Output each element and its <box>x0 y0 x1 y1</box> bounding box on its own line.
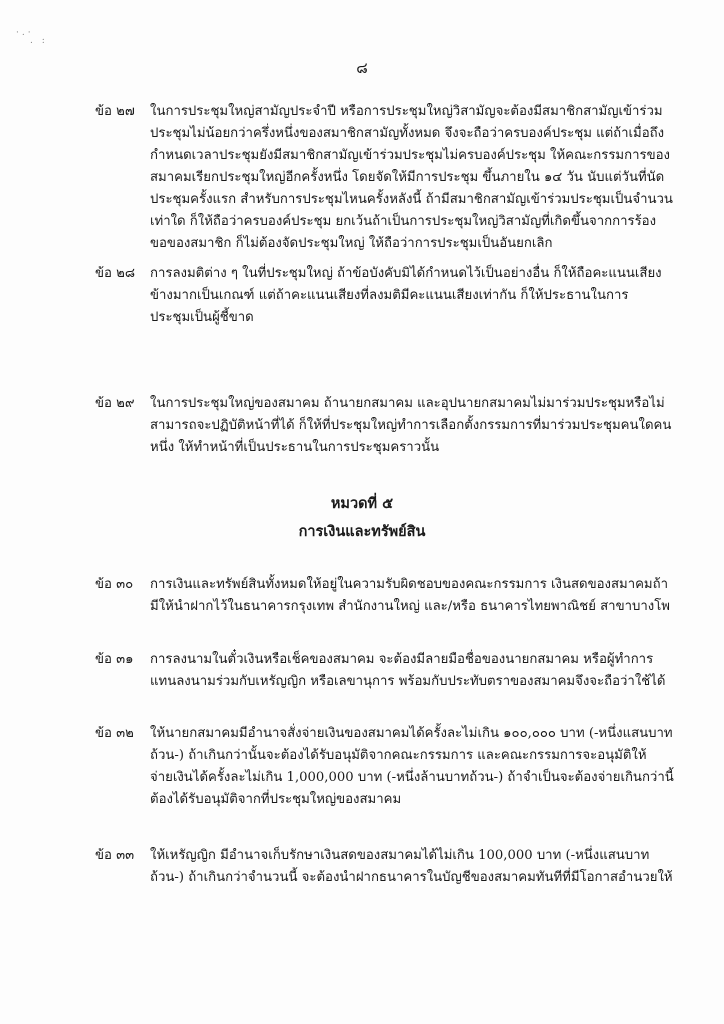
clause-33 <box>95 845 685 889</box>
clause-label: ข้อ ๓๓ <box>95 848 135 863</box>
clause-29 <box>95 393 685 459</box>
clause-31 <box>95 649 685 693</box>
clause-line: การเงินและทรัพย์สินทั้งหมดให้อยู่ในความรับผิดชอบของคณะกรรมการ เงินสดของสมาคมถ้า <box>150 577 669 592</box>
clause-line: เท่าใด ก็ให้ถือว่าครบองค์ประชุม ยกเว้นถ้าเป็นการประชุมใหญ่วิสามัญที่เกิดขึ้นจากการร้อง <box>150 214 657 229</box>
clause-label: ข้อ ๒๗ <box>95 104 135 119</box>
clause-line: ในการประชุมใหญ่ของสมาคม ถ้านายกสมาคม และอุปนายกสมาคมไม่มาร่วมประชุมหรือไม่ <box>150 396 665 411</box>
page-number: ๘ <box>356 59 368 77</box>
clause-28 <box>95 263 685 329</box>
clause-line: หนึ่ง ให้ทำหน้าที่เป็นประธานในการประชุมคราวนั้น <box>150 440 440 455</box>
clause-line: แทนลงนามร่วมกับเหรัญญิก หรือเลขานุการ พร้อมกับประทับตราของสมาคมจึงจะถือว่าใช้ได้ <box>150 674 666 689</box>
clause-label: ข้อ ๒๘ <box>95 266 135 281</box>
clause-line: ประชุมไม่น้อยกว่าครึ่งหนึ่งของสมาชิกสามัญทั้งหมด จึงจะถือว่าครบองค์ประชุม แต่ถ้าเมื่อถึง <box>150 126 665 141</box>
clause-line: ประชุมเป็นผู้ชี้ขาด <box>150 310 254 325</box>
clause-line: ในการประชุมใหญ่สามัญประจำปี หรือการประชุมใหญ่วิสามัญจะต้องมีสมาชิกสามัญเข้าร่วม <box>150 104 663 119</box>
chapter-number: หมวดที่ ๕ <box>330 495 394 512</box>
clause-line: สมาคมเรียกประชุมใหญ่อีกครั้งหนึ่ง โดยจัดให้มีการประชุม ขึ้นภายใน ๑๔ วัน นับแต่วันที่นัด <box>150 170 665 185</box>
scan-speck: . : <box>30 36 48 46</box>
clause-line: จ่ายเงินได้ครั้งละไม่เกิน 1,000,000 บาท (-หนึ่งล้านบาทถ้วน-) ถ้าจำเป็นจะต้องจ่ายเกินกว่านี้ <box>150 770 674 785</box>
clause-label: ข้อ ๓๑ <box>95 652 134 667</box>
clause-27 <box>95 101 685 255</box>
clause-line: ถ้วน-) ถ้าเกินกว่าจำนวนนี้ จะต้องนำฝากธนาคารในบัญชีของสมาคมทันทีที่มีโอกาสอำนวยให้ <box>150 870 673 885</box>
clause-label: ข้อ ๓๒ <box>95 726 134 741</box>
clause-line: ถ้วน-) ถ้าเกินกว่านั้นจะต้องได้รับอนุมัติจากคณะกรรมการ และคณะกรรมการจะอนุมัติให้ <box>150 748 647 763</box>
clause-30 <box>95 574 685 618</box>
clause-line: กำหนดเวลาประชุมยังมีสมาชิกสามัญเข้าร่วมประชุมไม่ครบองค์ประชุม ให้คณะกรรมการของ <box>150 148 670 163</box>
clause-line: ให้นายกสมาคมมีอำนาจสั่งจ่ายเงินของสมาคมได้ครั้งละไม่เกิน ๑๐๐,๐๐๐ บาท (-หนึ่งแสนบาท <box>150 726 673 741</box>
clause-line: ให้เหรัญญิก มีอำนาจเก็บรักษาเงินสดของสมาคมได้ไม่เกิน 100,000 บาท (-หนึ่งแสนบาท <box>150 848 650 863</box>
clause-line: ต้องได้รับอนุมัติจากที่ประชุมใหญ่ของสมาคม <box>150 792 402 807</box>
clause-line: มีให้นำฝากไว้ในธนาคารกรุงเทพ สำนักงานใหญ่ และ/หรือ ธนาคารไทยพาณิชย์ สาขาบางโพ <box>150 599 670 614</box>
scan-speck: ·.· <box>16 28 34 38</box>
clause-line: การลงนามในตั๋วเงินหรือเช็คของสมาคม จะต้องมีลายมือชื่อของนายกสมาคม หรือผู้ทำการ <box>150 652 654 667</box>
clause-label: ข้อ ๓๐ <box>95 577 134 592</box>
clause-line: การลงมติต่าง ๆ ในที่ประชุมใหญ่ ถ้าข้อบังคับมิได้กำหนดไว้เป็นอย่างอื่น ก็ให้ถือคะแนนเสียง <box>150 266 662 281</box>
clause-label: ข้อ ๒๙ <box>95 396 135 411</box>
clause-line: ข้างมากเป็นเกณฑ์ แต่ถ้าคะแนนเสียงที่ลงมติมีคะแนนเสียงเท่ากัน ก็ให้ประธานในการ <box>150 288 629 303</box>
clause-line: ขอของสมาชิก ก็ไม่ต้องจัดประชุมใหญ่ ให้ถือว่าการประชุมเป็นอันยกเลิก <box>150 236 553 251</box>
clause-line: ประชุมครั้งแรก สำหรับการประชุมไหนครั้งหลังนี้ ถ้ามีสมาชิกสามัญเข้าร่วมประชุมเป็นจำนวน <box>150 192 673 207</box>
chapter-title: การเงินและทรัพย์สิน <box>298 523 426 540</box>
clause-32 <box>95 723 685 811</box>
clause-line: สามารถจะปฏิบัติหน้าที่ได้ ก็ให้ที่ประชุมใหญ่ทำการเลือกตั้งกรรมการที่มาร่วมประชุมคนใดคน <box>150 418 672 433</box>
